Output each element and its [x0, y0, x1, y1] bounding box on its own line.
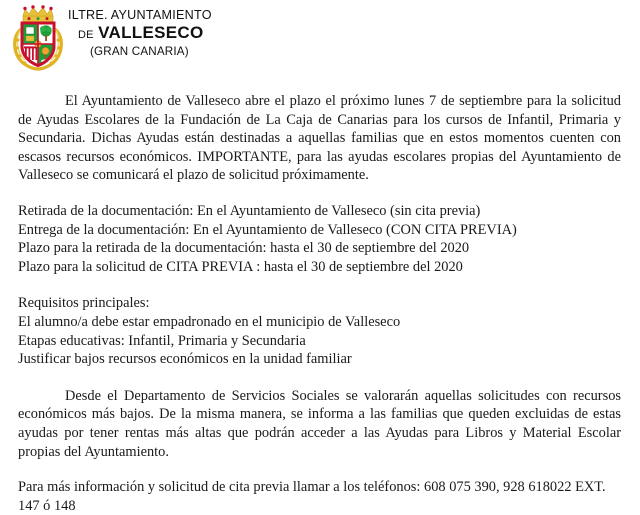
procedure-line: Plazo para la solicitud de CITA PREVIA : hasta el 30 de septiembre del 2020 — [18, 258, 463, 275]
organization-line-2 — [68, 24, 212, 43]
procedure-line: Plazo para la retirada de la documentación: hasta el 30 de septiembre del 2020 — [18, 240, 470, 257]
paragraph-social-services: Desde el Departamento de Servicios Sociales se valorarán aquellas solicitudes con recursos económicos más bajos. De la misma manera, se informa a las familias que queden excluidas de estas ayudas por tener rentas más altas que podrán acceder a las Ayudas para Libros y Material Escolar propias del Ayuntamiento. — [18, 387, 621, 460]
organization-region: (GRAN CANARIA) — [90, 45, 189, 59]
paragraph-contact: Para más información y solicitud de cita previa llamar a los teléfonos: 608 075 390, 928 618022 EXT. 147 ó 148 — [18, 479, 606, 514]
organization-title-block — [68, 9, 212, 59]
requirements-section — [18, 294, 621, 368]
requirement-line: El alumno/a debe estar empadronado en el municipio de Valleseco — [18, 313, 401, 330]
procedure-line: Retirada de la documentación: En el Ayuntamiento de Valleseco (sin cita previa) — [18, 202, 481, 219]
valleseco-coat-of-arms-icon — [10, 4, 66, 74]
spacer — [18, 276, 621, 294]
procedure-details — [18, 202, 621, 276]
document-body — [18, 92, 621, 515]
municipality-name: VALLESECO — [98, 23, 204, 43]
requirements-heading: Requisitos principales: — [18, 295, 150, 312]
spacer — [18, 461, 621, 478]
requirement-line: Justificar bajos recursos económicos en la unidad familiar — [18, 351, 352, 368]
paragraph-announcement: El Ayuntamiento de Valleseco abre el plazo el próximo lunes 7 de septiembre para la solicitud de Ayudas Escolares de la Fundación de La Caja de Canarias para los cursos de Infantil, Primaria y Secundaria. Dichas Ayudas están destinadas a aquellas familias que en estos momentos cuenten con escasos recursos económicos. IMPORTANTE, para las ayudas escolares propias del Ayuntamiento de Valleseco se comunicará el plazo de solicitud próximamente. — [18, 93, 621, 184]
organization-line-1: ILTRE. AYUNTAMIENTO — [68, 8, 212, 22]
requirement-line: Etapas educativas: Infantil, Primaria y Secundaria — [18, 332, 306, 349]
spacer — [18, 369, 621, 387]
organization-preposition: DE — [78, 29, 94, 42]
procedure-line: Entrega de la documentación: En el Ayuntamiento de Valleseco (CON CITA PREVIA) — [18, 221, 517, 238]
letterhead — [0, 0, 640, 88]
spacer — [18, 185, 621, 202]
